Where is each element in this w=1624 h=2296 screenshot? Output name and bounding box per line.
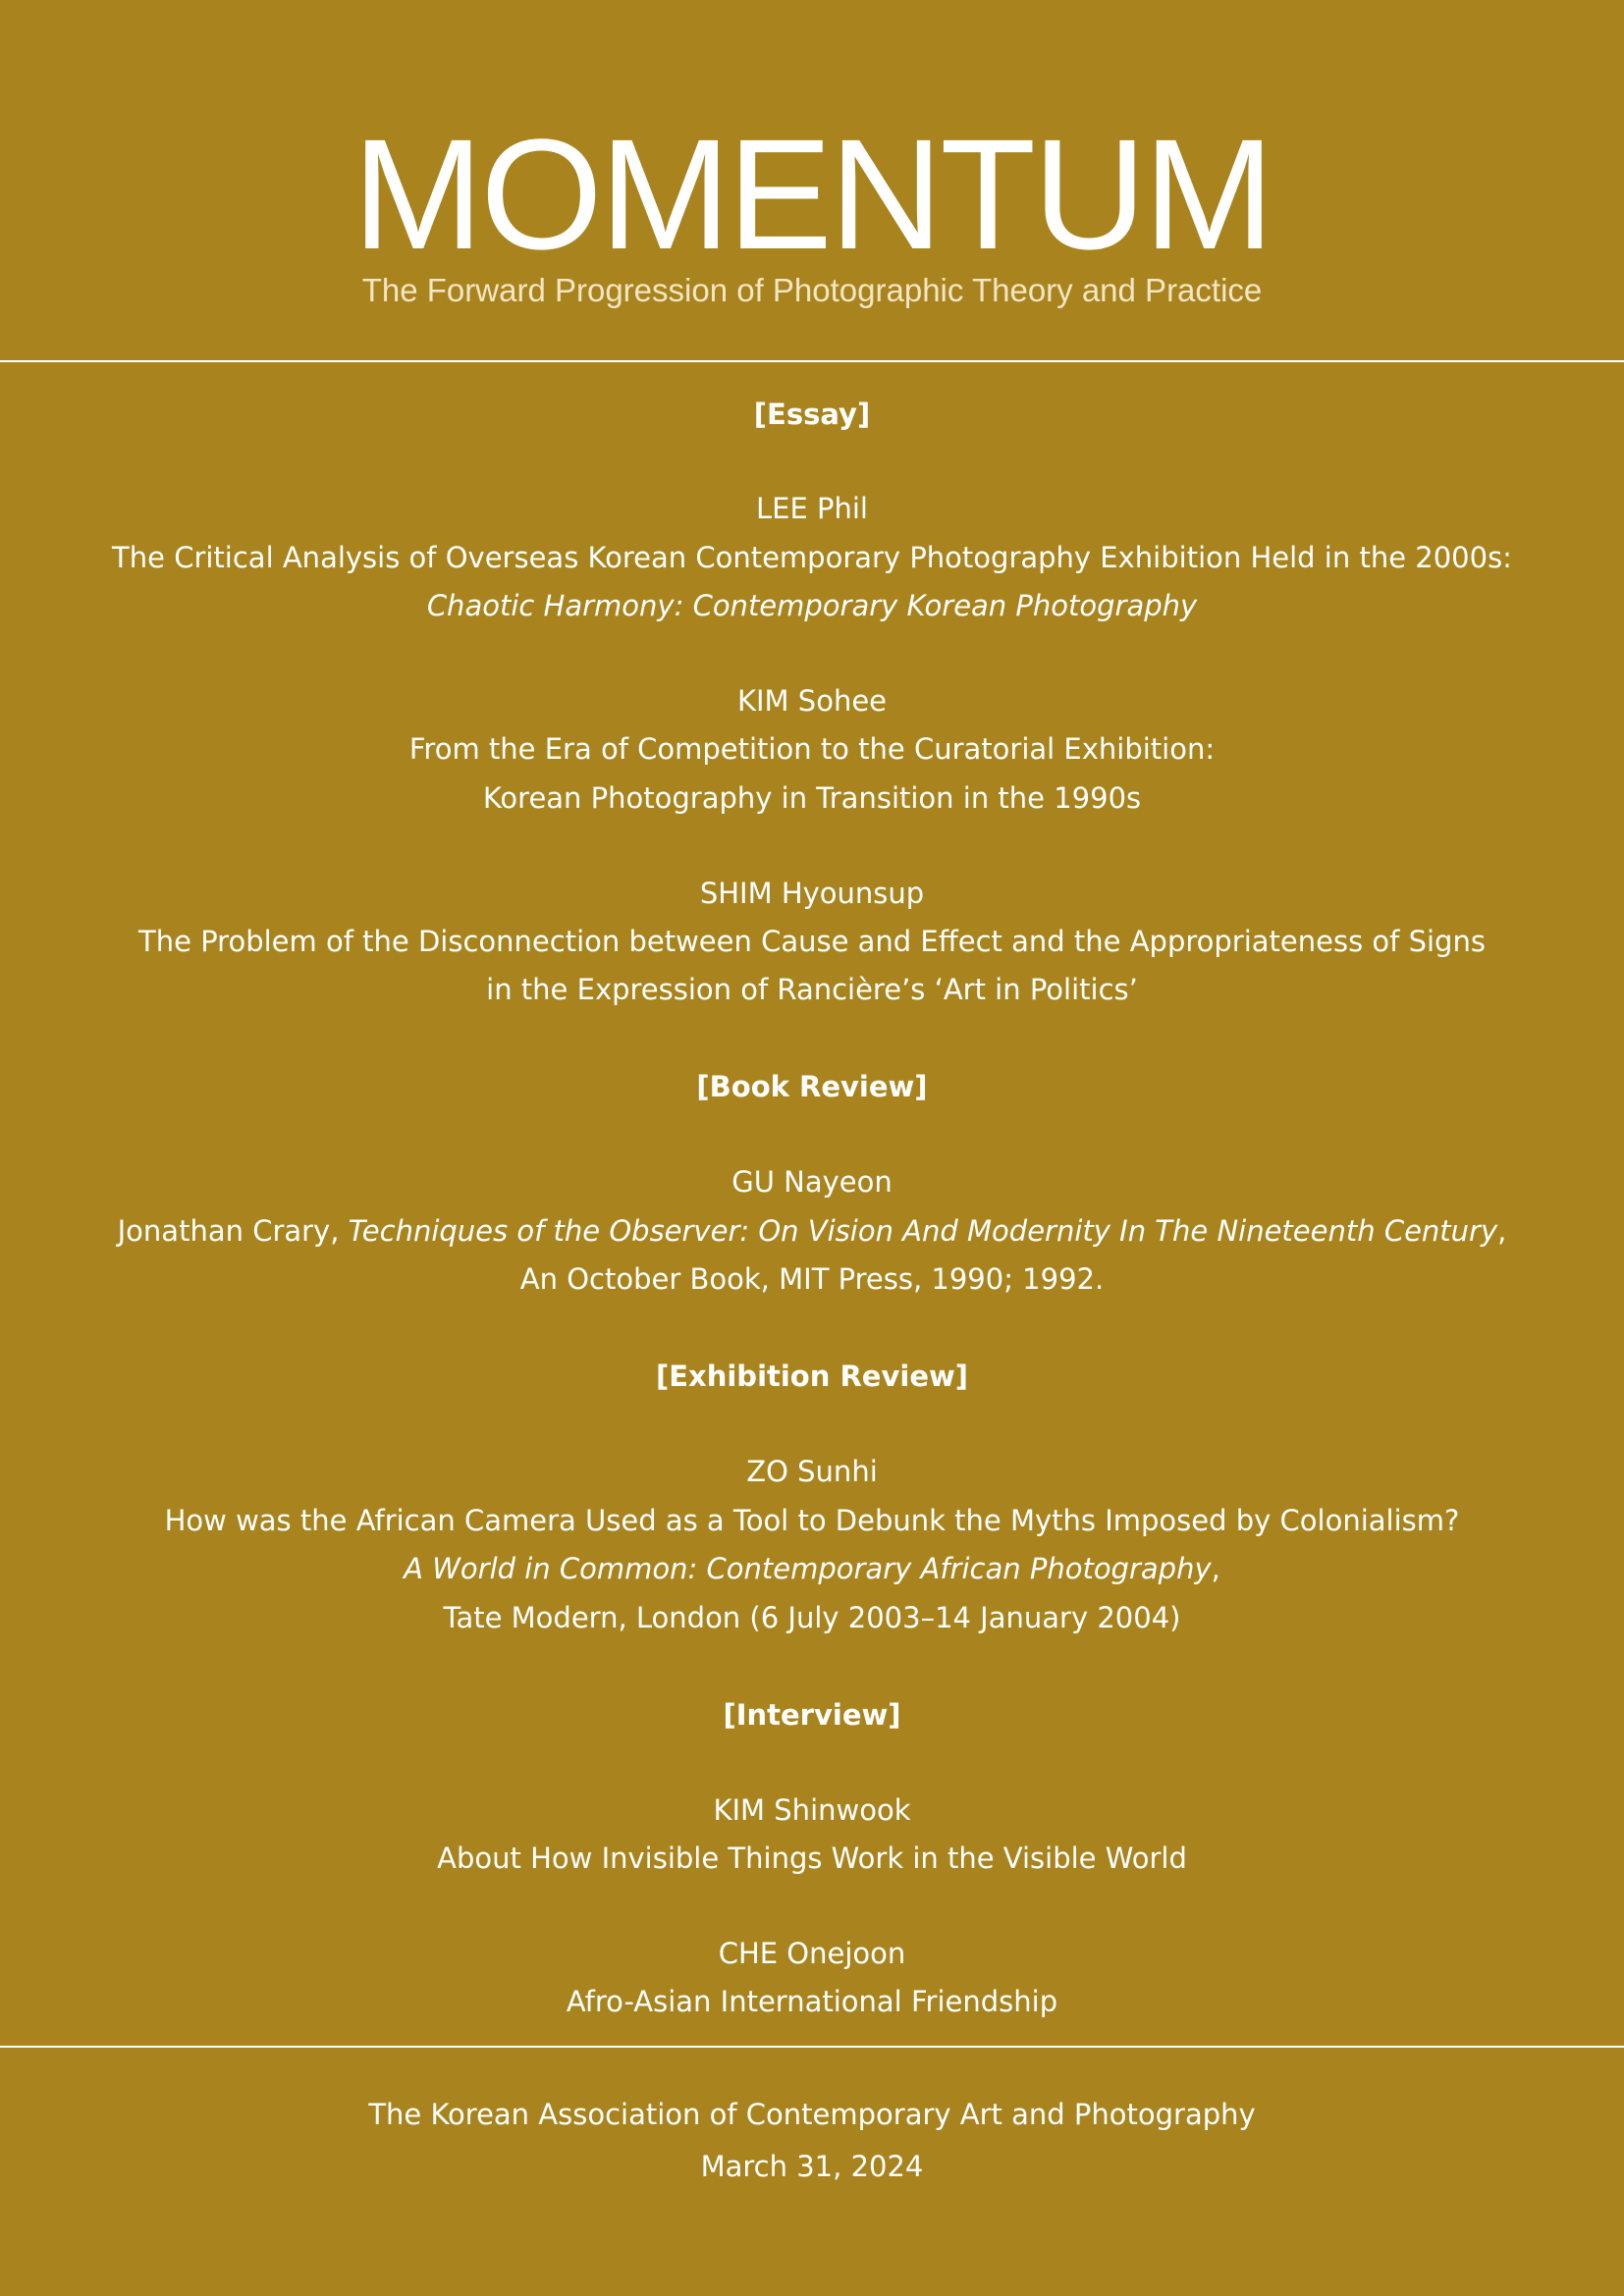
journal-subtitle: The Forward Progression of Photographic Theory and Practice	[361, 272, 1263, 308]
essay-author: SHIM Hyounsup	[699, 877, 925, 910]
exhibition-review-author: ZO Sunhi	[746, 1455, 878, 1488]
publisher-name: The Korean Association of Contemporary Art and Photography	[368, 2098, 1256, 2131]
essay-title-line: in the Expression of Rancière’s ‘Art in Politics’	[486, 973, 1138, 1006]
essay-title-line: The Problem of the Disconnection between Cause and Effect and the Appropriateness of Signs	[138, 925, 1486, 958]
book-review-author: GU Nayeon	[731, 1165, 893, 1199]
essay-author: LEE Phil	[755, 492, 868, 525]
interview-author: CHE Onejoon	[718, 1937, 906, 1970]
exhibition-venue-line: Tate Modern, London (6 July 2003–14 January 2004)	[443, 1601, 1181, 1634]
top-divider	[0, 360, 1624, 362]
interview-author: KIM Shinwook	[713, 1793, 911, 1827]
essay-title-line: Chaotic Harmony: Contemporary Korean Photography	[426, 589, 1198, 622]
book-author: Jonathan Crary,	[117, 1214, 349, 1248]
interview-title: Afro-Asian International Friendship	[566, 1985, 1058, 2018]
punctuation: ,	[1211, 1552, 1220, 1585]
book-title: Techniques of the Observer: On Vision And Modernity In The Nineteenth Century	[348, 1214, 1498, 1248]
section-heading-exhibition-review: [Exhibition Review]	[655, 1360, 969, 1393]
bottom-divider	[0, 2046, 1624, 2048]
section-heading-book-review: [Book Review]	[696, 1070, 928, 1103]
publication-date: March 31, 2024	[700, 2150, 924, 2183]
section-heading-essay: [Essay]	[753, 398, 871, 431]
section-heading-interview: [Interview]	[723, 1698, 901, 1732]
interview-title: About How Invisible Things Work in the Visible World	[437, 1842, 1187, 1875]
exhibition-review-title-line: How was the African Camera Used as a Tool to Debunk the Myths Imposed by Colonialism?	[164, 1504, 1460, 1537]
essay-title-line: Korean Photography in Transition in the 1990s	[482, 781, 1142, 815]
journal-title: MOMENTUM	[352, 106, 1272, 282]
exhibition-name: A World in Common: Contemporary African Photography	[404, 1552, 1212, 1585]
essay-title-line: The Critical Analysis of Overseas Korean Contemporary Photography Exhibition Held in the 2000s:	[112, 541, 1512, 574]
masthead	[0, 0, 1624, 361]
punctuation: ,	[1497, 1214, 1507, 1248]
book-review-citation-line	[0, 1211, 1624, 1251]
essay-title-line: From the Era of Competition to the Curatorial Exhibition:	[408, 732, 1216, 766]
book-review-publisher-line: An October Book, MIT Press, 1990; 1992.	[519, 1262, 1105, 1296]
essay-author: KIM Sohee	[736, 684, 888, 718]
exhibition-name-line	[0, 1549, 1624, 1588]
